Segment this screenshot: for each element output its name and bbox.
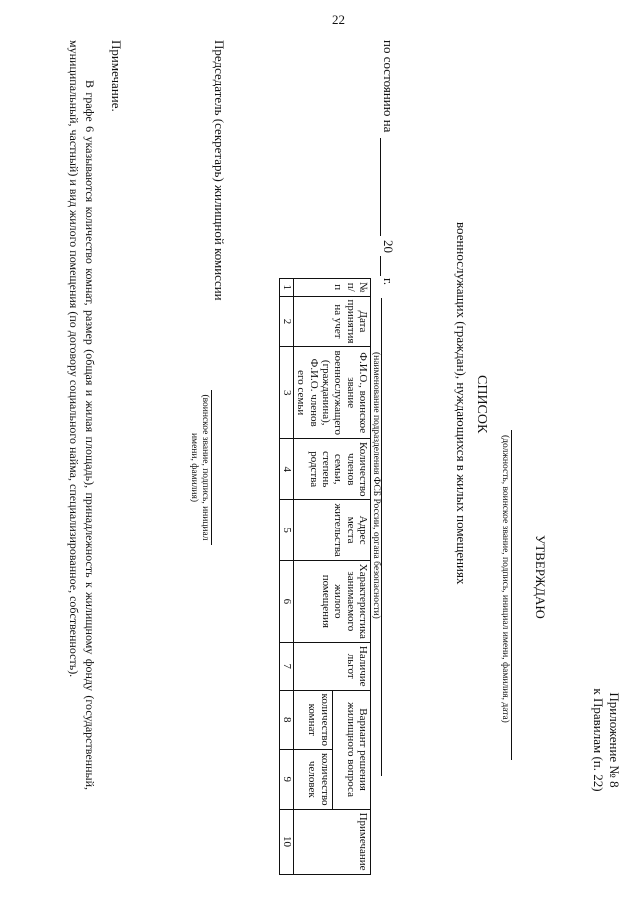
page-number: 22 <box>332 12 345 27</box>
col-header-people: количество человек <box>294 750 332 810</box>
col-number: 9 <box>280 750 294 810</box>
status-year-suffix: г. <box>381 278 396 286</box>
col-number: 5 <box>280 500 294 560</box>
appendix-header <box>590 680 622 800</box>
signature-label: Председатель (секретарь) жилищной комиссии <box>212 40 227 301</box>
col-header-name: Ф.И.О., воинское звание военнослужащего (гражданина), Ф.И.О. членов его семьи <box>294 347 371 438</box>
col-header-decision: Вариант решения жилищного вопроса <box>332 690 370 809</box>
rotated-page-content <box>0 40 622 871</box>
status-prefix: по состоянию на <box>381 40 396 133</box>
note-title: Примечание. <box>109 40 124 112</box>
approve-title: УТВЕРЖДАЮ <box>533 535 548 619</box>
appendix-reference: к Правилам (п. 22) <box>591 688 606 792</box>
approve-signature-line <box>511 430 512 760</box>
col-number: 7 <box>280 642 294 690</box>
year-blank-line <box>380 256 381 276</box>
col-header-housing: Характеристика занимаемого жилого помещения <box>294 560 371 642</box>
signature-line <box>211 390 212 545</box>
col-number: 8 <box>280 690 294 750</box>
col-header-date: Дата принятия на учет <box>294 296 371 347</box>
list-subtitle: военнослужащих (граждан), нуждающихся в жилых помещениях <box>454 222 469 585</box>
unit-caption: (наименование подразделения ФСБ России, органа безопасности) <box>371 352 381 619</box>
status-year-prefix: 20 <box>381 240 396 253</box>
col-number: 1 <box>280 279 294 297</box>
col-number: 6 <box>280 560 294 642</box>
col-header-rooms: количество комнат <box>294 690 332 750</box>
col-number: 10 <box>280 809 294 874</box>
table-header-row <box>332 279 370 875</box>
col-header-address: Адрес места жительства <box>294 500 371 560</box>
unit-blank-line <box>381 298 382 776</box>
col-number: 3 <box>280 347 294 438</box>
signature-caption: (воинское звание, подпись, инициал имени, фамилия) <box>189 394 210 541</box>
note-text: В графе 6 указываются количество комнат, размер (общая и жилая площадь), принадлежность к жилищному фонду (государственный, муниципальный, частный) и вид жилого помещения (по договору социального найма, специализированное, собственность). <box>67 40 97 790</box>
approve-caption: (должность, воинское звание, подпись, инициал имени, фамилия, дата) <box>500 435 510 723</box>
table-numbers-row <box>280 279 294 875</box>
col-number: 2 <box>280 296 294 347</box>
appendix-number: Приложение № 8 <box>607 692 622 788</box>
col-header-note: Примечание <box>294 809 371 874</box>
col-number: 4 <box>280 438 294 500</box>
col-header-family: Количество членов семьи, степень родства <box>294 438 371 500</box>
col-header-num: № п/п <box>294 279 371 297</box>
date-blank-line <box>380 138 381 236</box>
col-header-benefits: Наличие льгот <box>294 642 371 690</box>
housing-list-table <box>279 278 371 875</box>
list-title: СПИСОК <box>474 375 489 434</box>
